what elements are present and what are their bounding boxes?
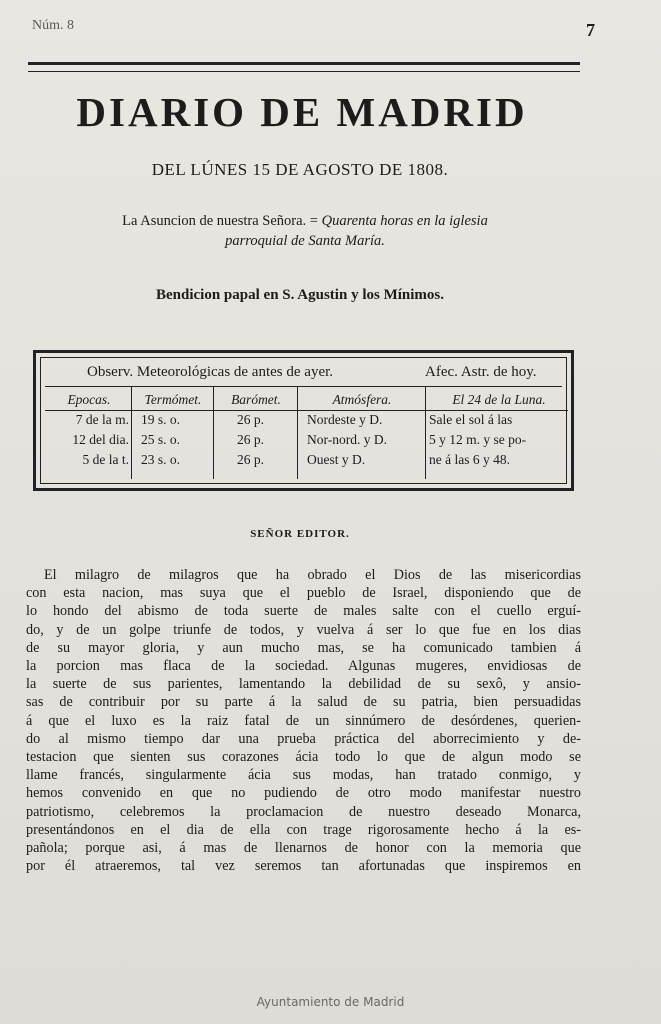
letter-line: patriotismo, celebremos la proclamacion de nuestro deseado Monarca, [26,803,581,820]
cell-epoca: 12 del dia. [72,432,129,447]
feast-text: La Asuncion de nuestra Señora. = [122,213,318,229]
cell-termometro: 23 s. o. [141,452,181,467]
letter-line: lo hondo del abismo de toda suerte de males salte con el cuello erguí- [26,603,581,620]
letter-line: con esta nacion, mas suya que el pueblo de Israel, disponiendo que de [26,585,581,602]
letter-line: El milagro de milagros que ha obrado el Dios de las misericordias [44,567,581,583]
letter-body [26,566,581,875]
table-header-rule [45,386,562,387]
feast-italic-line-1: Quarenta horas en la iglesia [321,213,488,229]
archive-credit: Ayuntamiento de Madrid [256,995,405,1009]
cell-barometro: 26 p. [237,432,264,447]
letter-line: la suerte de sus parientes, lamentando la debilidad de su sexô, y ansio- [26,676,581,693]
letter-line: do, y de un golpe triunfe de todos, y vuelva á ser lo que fue en los dias [26,621,581,638]
cell-atmosfera: Nor-nord. y D. [307,432,387,447]
section-title: SEÑOR EDITOR. [250,528,350,540]
cell-atmosfera: Ouest y D. [307,452,366,467]
astro-title: Afec. Astr. de hoy. [425,364,537,380]
column-header-barometro: Barómet. [231,392,281,407]
cell-epoca: 5 de la t. [82,452,129,467]
feast-notice [40,211,570,251]
cell-luna: ne á las 6 y 48. [429,452,510,467]
column-header-atmosfera: Atmósfera. [332,392,392,407]
column-divider [425,386,426,479]
weather-table [33,350,574,491]
letter-line: sas de contribuir por su parte á la salud de su patria, bien persuadidas [26,694,581,711]
cell-barometro: 26 p. [237,452,264,467]
newspaper-title: DIARIO DE MADRID [76,89,528,135]
letter-line: do al mismo tiempo dar una prueba práctica del aborrecimiento y de- [26,730,581,747]
issue-number: Núm. 8 [32,18,74,33]
page-number: 7 [586,20,595,40]
top-rule [28,62,580,72]
column-header-luna: El 24 de la Luna. [452,392,546,407]
cell-termometro: 19 s. o. [141,412,181,427]
column-divider [297,386,298,479]
cell-epoca: 7 de la m. [75,412,129,427]
column-divider [213,386,214,479]
column-barometro [215,390,297,470]
column-header-termometro: Termómet. [144,392,202,407]
weather-title: Observ. Meteorológicas de antes de ayer. [87,364,334,380]
cell-luna: 5 y 12 m. y se po- [429,432,527,447]
cell-luna: Sale el sol á las [429,412,513,427]
cell-barometro: 26 p. [237,412,264,427]
letter-line: de su mayor gloria, y aun mucho mas, se ha comunicado tambien á [26,639,581,656]
letter-line: hemos convenido en que no pudiendo de otro modo manifestar nuestro [26,785,581,802]
feast-italic-line-2: parroquial de Santa María. [225,233,385,249]
column-luna [429,390,569,470]
column-divider [131,386,132,479]
column-epocas [49,390,129,470]
weather-table-inner [40,357,567,484]
letter-line: pañola; porque asi, á mas de llenarnos de honor con la memoria que [26,840,581,857]
cell-atmosfera: Nordeste y D. [307,412,383,427]
letter-line: presentándonos en el dia de ella con trage rigorosamente hecho á la es- [26,821,581,838]
column-header-epocas: Epocas. [67,392,111,407]
issue-date: DEL LÚNES 15 DE AGOSTO DE 1808. [151,160,449,179]
letter-line: á que el luxo es la raiz fatal de un sinnúmero de desórdenes, querien- [26,712,581,729]
letter-line: llame francés, singularmente ácia sus modas, han tratado conmigo, y [26,767,581,784]
column-atmosfera [299,390,425,470]
letter-line: testacion que sienten sus corazones ácia todo lo que de algun modo se [26,749,581,766]
column-termometro [133,390,213,470]
letter-line: por él atraeremos, tal vez seremos tan afortunadas que inspiremos en [26,858,581,875]
blessing-notice: Bendicion papal en S. Agustin y los Mínimos. [156,287,444,303]
cell-termometro: 25 s. o. [141,432,181,447]
letter-line: la porcion mas flaca de la sociedad. Algunas mugeres, envidiosas de [26,658,581,675]
